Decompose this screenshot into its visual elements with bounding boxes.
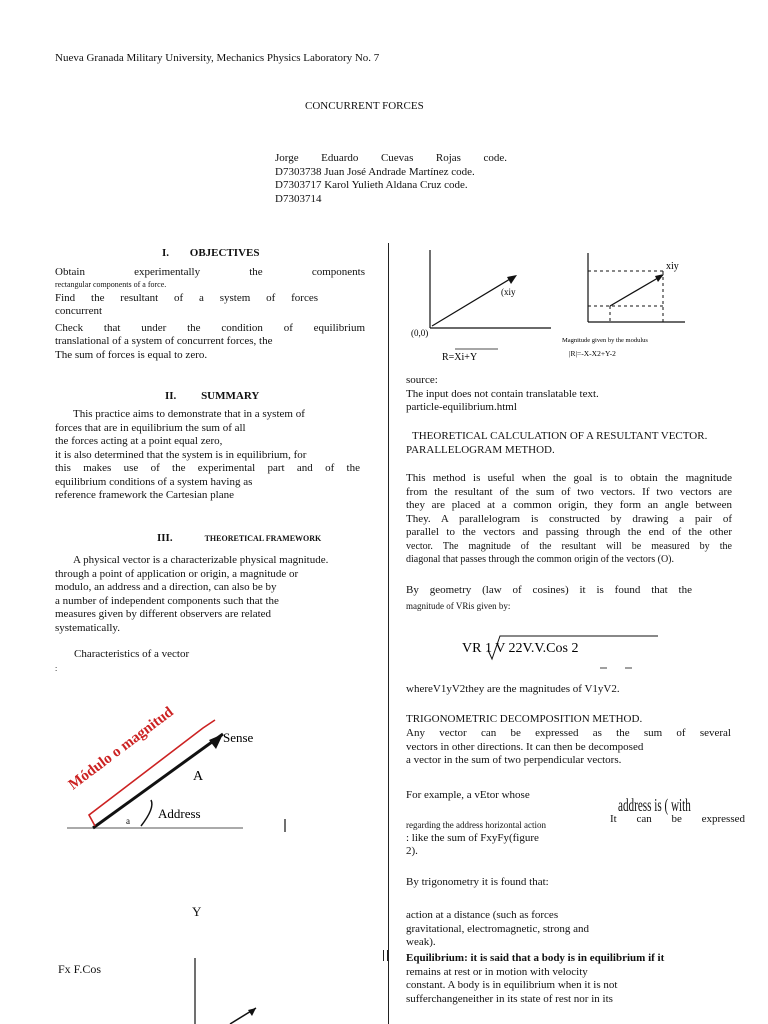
author-line: D7303738 Juan José Andrade Martínez code. xyxy=(275,165,475,178)
geometry-line-2: magnitude of VRis given by: xyxy=(406,601,511,611)
parallelogram-heading xyxy=(406,430,707,457)
objective-item-1-cont: rectangular components of a force. xyxy=(55,279,167,289)
summary-line: the forces acting at a point equal zero, xyxy=(55,435,223,447)
objectives-numeral: I. xyxy=(162,247,170,259)
author-line: D7303714 xyxy=(275,192,322,205)
objective-item-2: Find the resultant of a system of forces xyxy=(55,291,318,304)
trig-line: vectors in other directions. It can then be decomposed xyxy=(406,740,644,753)
objectives-title: OBJECTIVES xyxy=(189,247,260,259)
parallelogram-body xyxy=(406,472,732,566)
distance-line: weak). xyxy=(406,936,436,948)
author-block xyxy=(275,152,507,206)
parallelogram-line: from the resultant of the sum of two vectors. If two vectors are xyxy=(406,485,732,498)
parallelogram-line: vector. The magnitude of the resultant will be measured by the xyxy=(406,540,732,552)
address-label: Address xyxy=(158,806,201,821)
framework-line: modulo, an address and a direction, can also be by xyxy=(55,581,277,593)
angle-arc xyxy=(141,800,152,826)
framework-line: systematically. xyxy=(55,621,120,634)
expressed-line: It can be expressed xyxy=(610,813,745,825)
where-line: whereV1yV2they are the magnitudes of V1yV2. xyxy=(406,683,620,695)
sense-label: Sense xyxy=(223,730,254,745)
resultant-vector xyxy=(432,276,515,326)
summary-heading xyxy=(165,390,259,404)
summary-numeral: II. xyxy=(165,390,177,402)
equilibrium-line: remains at rest or in motion with velocity xyxy=(406,965,588,978)
regarding-line: regarding the address horizontal action xyxy=(406,820,546,830)
example-line: For example, a vEtor whose xyxy=(406,789,530,801)
modulus-figure xyxy=(560,250,690,362)
source-file: particle-equilibrium.html xyxy=(406,401,517,413)
parallelogram-line: This method is useful when the goal is to obtain the magnitude xyxy=(406,472,732,484)
trig-found-line: By trigonometry it is found that: xyxy=(406,876,549,888)
characteristics-colon: : xyxy=(55,664,58,673)
summary-line: this makes use of the experimental part and of the xyxy=(55,462,360,474)
characteristics-caption: Characteristics of a vector xyxy=(74,648,190,660)
summary-line: reference framework the Cartesian plane xyxy=(55,489,234,501)
vector-figure xyxy=(55,700,345,840)
framework-line: through a point of application or origin, a magnitude or xyxy=(55,567,299,580)
parallelogram-heading-1: THEORETICAL CALCULATION OF A RESULTANT VECTOR. xyxy=(412,430,708,442)
resultant-formula: R=Xi+Y xyxy=(442,352,478,363)
source-label: source: xyxy=(406,374,438,386)
summary-title: SUMMARY xyxy=(201,390,260,402)
resultant-arrowhead xyxy=(507,275,517,284)
cosine-formula: VR 1 V 22V.V.Cos 2 xyxy=(462,641,579,656)
objective-item-3-end: The sum of forces is equal to zero. xyxy=(55,348,208,361)
university-header: Nueva Granada Military University, Mechanics Physics Laboratory No. 7 xyxy=(55,52,380,64)
trig-line: a vector in the sum of two perpendicular vectors. xyxy=(406,754,622,766)
summary-line: equilibrium conditions of a system having as xyxy=(55,475,253,488)
objective-item-3: Check that under the condition of equilibrium xyxy=(55,321,365,334)
cosine-formula-figure xyxy=(460,632,670,672)
framework-title: THEORETICAL FRAMEWORK xyxy=(204,534,322,543)
summary-line: This practice aims to demonstrate that in a system of xyxy=(73,408,305,420)
parallelogram-heading-2: PARALLELOGRAM METHOD. xyxy=(406,443,555,456)
a-label: A xyxy=(193,769,204,784)
objective-item-3-cont: translational of a system of concurrent forces, the xyxy=(55,335,273,347)
vector-label: (xiy xyxy=(501,287,516,297)
parallelogram-line: parallel to the vectors and passing through the end of the other xyxy=(406,526,732,538)
resultant-figure xyxy=(405,250,555,365)
parallelogram-line: They. A parallelogram is constructed by drawing a pair of xyxy=(406,512,732,525)
xy-label: xiy xyxy=(666,261,679,272)
trig-heading: TRIGONOMETRIC DECOMPOSITION METHOD. xyxy=(406,713,643,725)
summary-body xyxy=(55,408,360,503)
equilibrium-block xyxy=(406,952,664,1006)
distance-line: gravitational, electromagnetic, strong and xyxy=(406,922,589,935)
like-line: : like the sum of FxyFy(figure xyxy=(406,832,539,844)
modulus-vector xyxy=(610,275,663,306)
equilibrium-line: sufferchangeneither in its state of rest nor in its xyxy=(406,992,613,1005)
equilibrium-line: constant. A body is in equilibrium when it is not xyxy=(406,979,618,991)
framework-body xyxy=(55,554,380,635)
trig-body xyxy=(406,727,731,768)
author-line: Jorge Eduardo Cuevas Rojas code. xyxy=(275,152,507,164)
objectives-heading xyxy=(162,247,259,261)
source-note: The input does not contain translatable text. xyxy=(406,387,599,400)
objective-item-1: Obtain experimentally the components xyxy=(55,266,365,278)
framework-line: A physical vector is a characterizable physical magnitude. xyxy=(73,554,329,566)
objectives-list xyxy=(55,266,365,362)
angle-label: a xyxy=(126,816,130,826)
magnitude-label: Módulo o magnitud xyxy=(65,704,177,794)
magnitude-caption: Magnitude given by the modulus xyxy=(562,337,648,344)
equilibrium-bold: Equilibrium: it is said that a body is in equilibrium if it xyxy=(406,952,665,964)
y-axis-label: Y xyxy=(192,904,202,919)
trig-line: Any vector can be expressed as the sum of several xyxy=(406,727,731,739)
distance-line: action at a distance (such as forces xyxy=(406,909,559,921)
geometry-line: By geometry (law of cosines) it is found that the xyxy=(406,584,692,596)
framework-heading xyxy=(157,528,321,546)
summary-line: it is also determined that the system is in equilibrium, for xyxy=(55,448,307,461)
figure2-line: 2). xyxy=(406,845,418,857)
framework-line: a number of independent components such that the xyxy=(55,594,279,607)
component-formula: Fx F.Cos xyxy=(58,962,102,976)
modulus-formula: |R|=-X-X2+Y-2 xyxy=(569,349,616,358)
address-big: address is ( with xyxy=(618,795,691,815)
summary-line: forces that are in equilibrium the sum of all xyxy=(55,421,246,434)
source-block xyxy=(406,374,599,415)
column-divider xyxy=(388,243,389,1024)
component-figure xyxy=(190,955,270,1024)
page-title: CONCURRENT FORCES xyxy=(305,100,424,112)
vector-arrowhead xyxy=(209,734,223,749)
distance-block xyxy=(406,909,589,950)
origin-label: (0,0) xyxy=(411,328,429,338)
small-marker xyxy=(383,950,388,961)
framework-numeral: III. xyxy=(157,532,173,544)
objective-item-2-cont: concurrent xyxy=(55,305,103,317)
parallelogram-line: they are placed at a common origin, they form an angle between xyxy=(406,499,732,511)
parallelogram-line: diagonal that passes through the common origin of the vectors (O). xyxy=(406,553,674,565)
framework-line: measures given by different observers are related xyxy=(55,608,272,620)
author-line: D7303717 Karol Yulieth Aldana Cruz code. xyxy=(275,179,468,191)
